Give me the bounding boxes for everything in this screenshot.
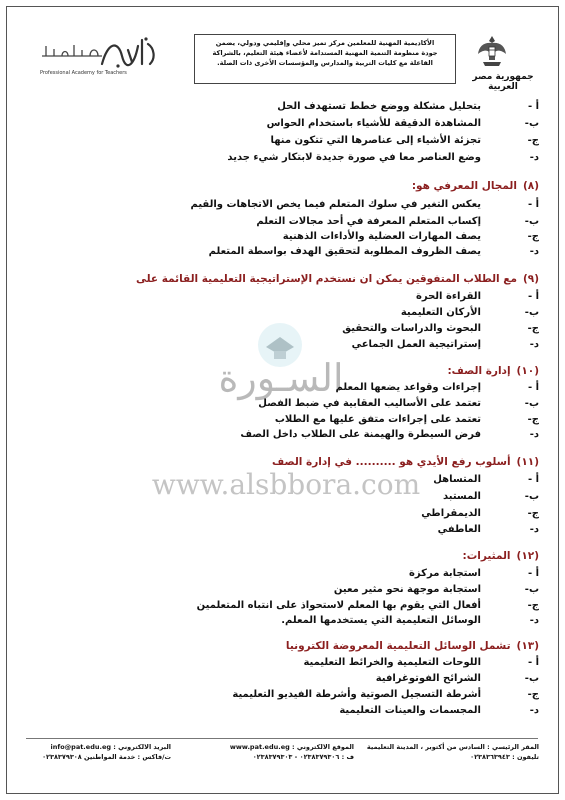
option-letter: أ - (527, 101, 539, 112)
option-letter: ج- (527, 414, 539, 425)
option-letter: ب- (524, 491, 539, 502)
footer-divider (26, 738, 538, 739)
footer-fax: ف : ٠٢٣٨٣٧٩٣٠٦ - ٠٢٣٨٣٧٩٣٠٣ (252, 753, 354, 761)
academy-calligraphy-logo-icon (98, 36, 160, 70)
option-letter: أ - (527, 474, 539, 485)
option-text: الأركان التعليمية (400, 307, 481, 318)
question-number: (١٠) (516, 365, 539, 377)
question-title: إدارة الصف: (447, 365, 511, 377)
option-text: يعكس التغير في سلوك المتعلم فيما يخص الاتجاهات والقيم (190, 199, 481, 210)
option-text: البحوث والدراسات والتحقيق (342, 323, 481, 334)
question-number: (٨) (522, 180, 539, 192)
option-row (19, 244, 539, 259)
footer-email-link[interactable]: البريد الالكتروني : info@pat.edu.eg (50, 743, 171, 751)
institution-line: الفاعلة مع كليات التربية والمدارس والمؤسسات الأخرى ذات الصلة. (217, 59, 433, 67)
option-text: إكساب المتعلم المعرفة في أحد مجالات التعلم (256, 216, 481, 227)
option-letter: أ - (527, 382, 539, 393)
option-row (19, 655, 539, 670)
option-text: يصف المهارات العضلية والأداءات الذهنية (282, 231, 481, 242)
option-letter: أ - (527, 199, 539, 210)
option-row (19, 489, 539, 504)
option-letter: ج- (527, 135, 539, 146)
academy-logo (40, 36, 160, 76)
document-page (6, 6, 559, 794)
question-heading (136, 273, 539, 285)
question-title: تشمل الوسائل التعليمية المعروضة الكترونيا (285, 640, 511, 652)
option-row (19, 566, 539, 581)
option-row (19, 396, 539, 411)
option-text: المتساهل (433, 474, 481, 485)
option-text: وضع العناصر معا في صورة جديدة لابتكار شيء جديد (227, 152, 481, 163)
option-letter: ج- (527, 600, 539, 611)
option-text: أفعال التي يقوم بها المعلم لاستحواذ على انتباه المتعلمين (196, 600, 481, 611)
footer-website (230, 742, 354, 762)
option-row (19, 613, 539, 628)
option-row (19, 522, 539, 537)
option-text: فرض السيطرة والهيمنة على الطلاب داخل الصف (240, 429, 481, 440)
option-row (19, 289, 539, 304)
option-letter: أ - (527, 568, 539, 579)
option-row (19, 150, 539, 165)
egypt-eagle-emblem-icon (477, 34, 507, 68)
footer-website-link[interactable]: الموقع الالكتروني : www.pat.edu.eg (229, 743, 354, 751)
option-letter: د- (529, 246, 539, 257)
option-letter: ب- (524, 584, 539, 595)
option-row (19, 214, 539, 229)
option-row (19, 229, 539, 244)
option-text: المجسمات والعينات التعليمية (339, 705, 481, 716)
institution-line: جودة منظومة التنمية المهنية المستدامة لأعضاء هيئة التعليم، بالشراكة (212, 49, 438, 57)
option-letter: ج- (527, 689, 539, 700)
institution-line: الأكاديمية المهنية للمعلمين مركز تميز محلي وإقليمي ودولي، يضمن (215, 39, 435, 47)
question-heading (447, 365, 539, 377)
option-row (19, 116, 539, 131)
option-letter: ب- (524, 307, 539, 318)
question-number: (٩) (522, 273, 539, 285)
option-letter: ج- (527, 231, 539, 242)
footer-headquarters (367, 742, 539, 762)
option-letter: أ - (527, 657, 539, 668)
option-text: الديمقراطي (421, 508, 481, 519)
option-letter: د- (529, 615, 539, 626)
option-letter: د- (529, 524, 539, 535)
option-row (19, 703, 539, 718)
option-letter: د- (529, 429, 539, 440)
option-row (19, 427, 539, 442)
option-text: اللوحات التعليمية والخرائط التعليمية (303, 657, 481, 668)
option-letter: ب- (524, 216, 539, 227)
option-letter: ب- (524, 673, 539, 684)
question-heading (463, 550, 540, 562)
option-letter: أ - (527, 291, 539, 302)
option-letter: د- (529, 705, 539, 716)
footer-hq-address: المقر الرئيسي : السادس من أكتوبر ، المدينة التعليمية (366, 743, 539, 751)
option-row (19, 305, 539, 320)
option-text: القراءة الحرة (415, 291, 481, 302)
question-title: أسلوب رفع الأيدي هو .......... في إدارة الصف (272, 456, 511, 468)
option-text: الوسائل التعليمية التي يستخدمها المعلم. (281, 615, 481, 626)
question-number: (١٢) (516, 550, 539, 562)
option-text: إجراءات وقواعد يضعها المعلم (335, 382, 481, 393)
option-text: بتحليل مشكلة ووضع خطط تستهدف الحل (277, 101, 481, 112)
question-title: مع الطلاب المتفوقين يمكن ان نستخدم الإستراتيجية التعليمية القائمة على (136, 273, 517, 285)
question-number: (١٣) (516, 640, 539, 652)
question-number: (١١) (516, 456, 539, 468)
option-row (19, 671, 539, 686)
option-letter: ب- (524, 398, 539, 409)
option-text: استجابة موجهة نحو مثير معين (333, 584, 481, 595)
page-header (6, 6, 559, 92)
question-heading (272, 456, 539, 468)
watermark-arabic-text: السـورة (218, 356, 344, 400)
institution-statement-box (194, 34, 456, 84)
footer-citizen-service: ت/فاكس : خدمة المواطنين ٠٢٣٨٣٧٩٣٠٨ (42, 753, 171, 761)
option-letter: ج- (527, 323, 539, 334)
option-text: العاطفي (437, 524, 481, 535)
option-row (19, 506, 539, 521)
academy-arabic-name-icon (40, 40, 104, 64)
option-row (19, 598, 539, 613)
footer-hq-phone: تليفون : ٠٢٣٨٣٦٣٩٤٣ (470, 753, 539, 761)
option-row (19, 380, 539, 395)
option-text: المستبد (442, 491, 481, 502)
option-row (19, 582, 539, 597)
question-heading (286, 640, 539, 652)
question-title: المثيرات: (462, 550, 511, 562)
academy-english-name: Professional Academy for Teachers (40, 70, 127, 76)
option-text: أشرطة التسجيل الصوتية وأشرطة الفيديو التعليمية (232, 689, 481, 700)
option-text: تعتمد على إجراءات متفق عليها مع الطلاب (274, 414, 481, 425)
republic-title: جمهورية مصر العربية (472, 72, 534, 92)
option-text: يصف الظروف المطلوبة لتحقيق الهدف بواسطة المتعلم (208, 246, 481, 257)
question-heading (412, 180, 539, 192)
option-row (19, 687, 539, 702)
option-text: استجابة مركزة (409, 568, 481, 579)
option-text: تعتمد على الأساليب العقابية في ضبط الفصل (258, 398, 481, 409)
option-text: المشاهدة الدقيقة للأشياء باستخدام الحواس (266, 118, 481, 129)
question-title: المجال المعرفي هو: (411, 180, 517, 192)
option-letter: د- (529, 339, 539, 350)
option-text: إستراتيجية العمل الجماعي (351, 339, 481, 350)
watermark-url-text: www.alsbbora.com (151, 468, 421, 501)
option-letter: ب- (524, 118, 539, 129)
option-letter: د- (529, 152, 539, 163)
option-text: تجزئة الأشياء إلى عناصرها التي تتكون منها (270, 135, 481, 146)
option-row (19, 99, 539, 114)
footer-email (42, 742, 171, 762)
option-row (19, 197, 539, 212)
option-text: الشرائح الفوتوغرافية (375, 673, 481, 684)
option-row (19, 133, 539, 148)
option-letter: ج- (527, 508, 539, 519)
option-row (19, 412, 539, 427)
